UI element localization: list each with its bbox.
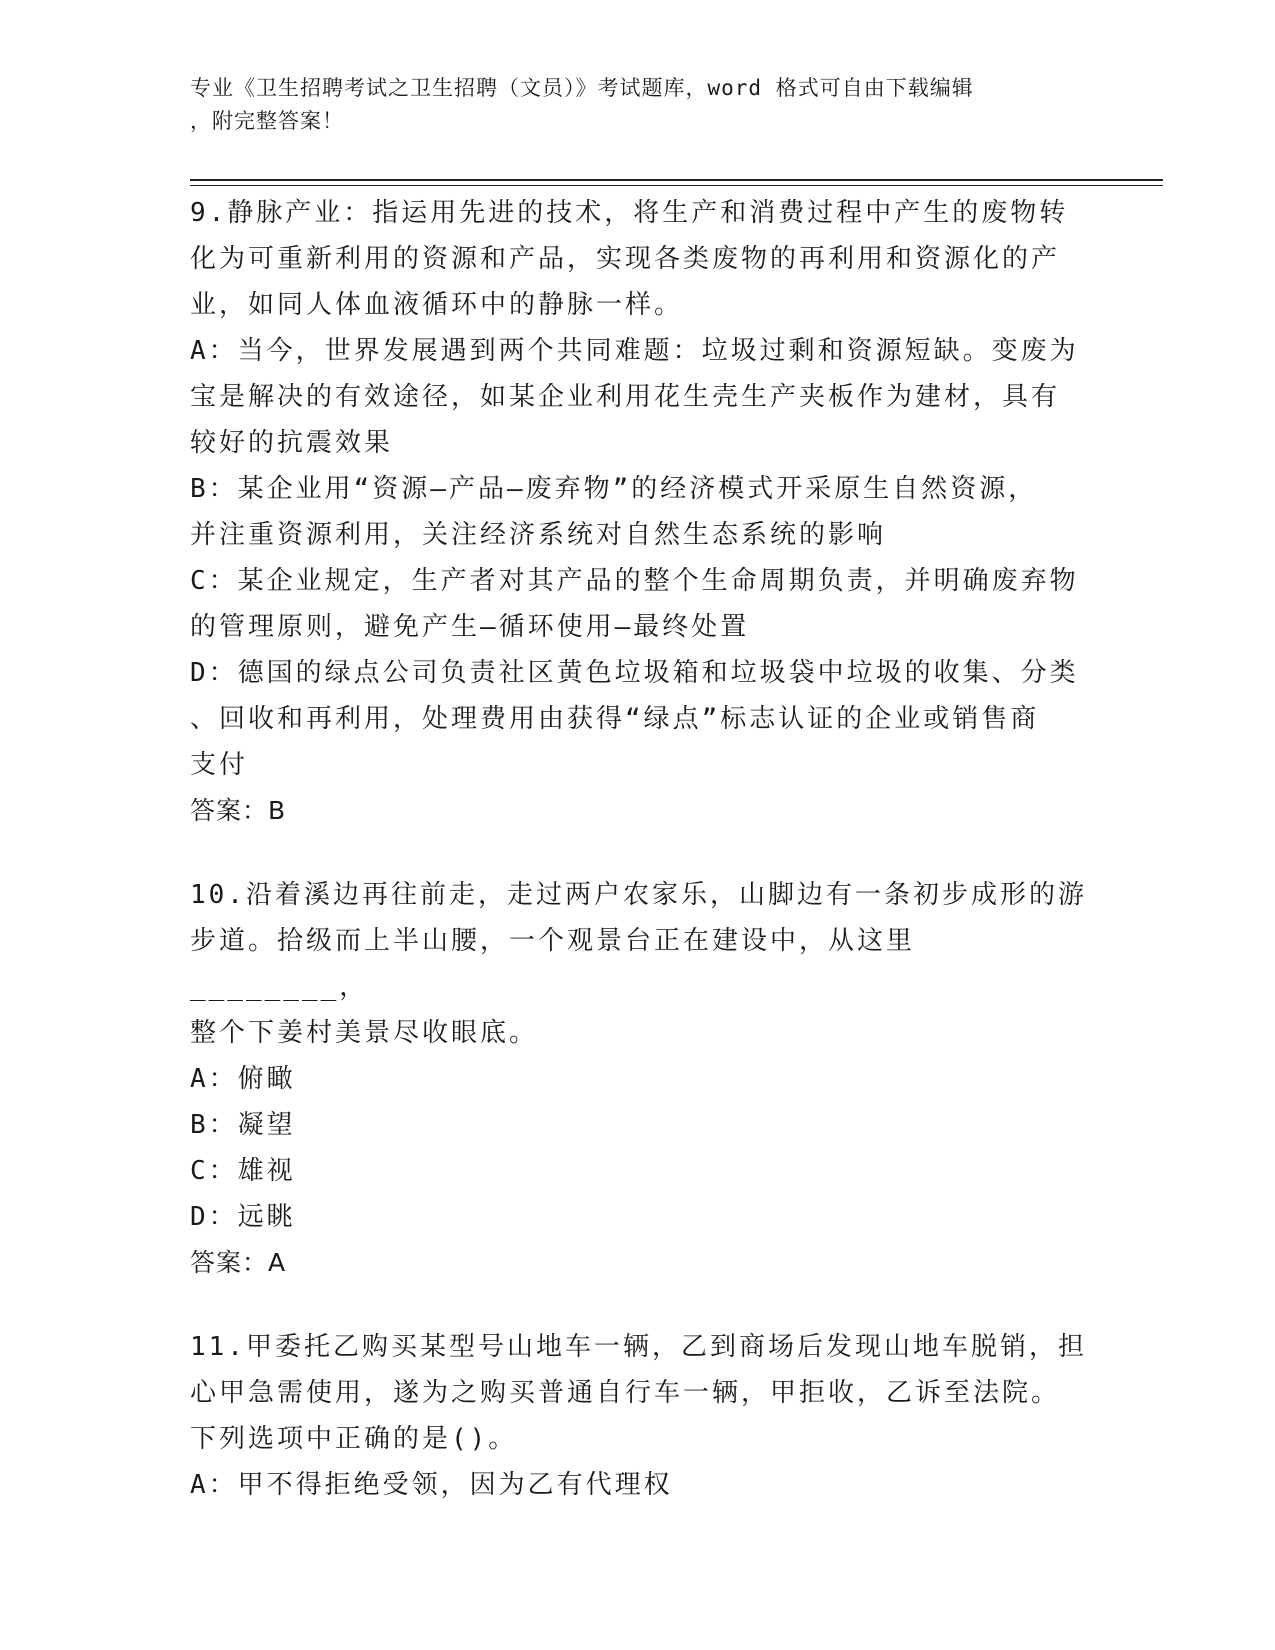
option-b-line: B：凝望 bbox=[190, 1110, 296, 1140]
answer-line: 答案：A bbox=[190, 1248, 287, 1277]
option-d-line: 支付 bbox=[190, 750, 249, 780]
option-c-line: 的管理原则，避免产生—循环使用—最终处置 bbox=[190, 612, 750, 642]
question-line: 整个下姜村美景尽收眼底。 bbox=[190, 1018, 539, 1048]
question-list bbox=[190, 190, 1090, 1508]
question-line: 心甲急需使用，遂为之购买普通自行车一辆，甲拒收，乙诉至法院。 bbox=[190, 1378, 1061, 1408]
option-a-line: 较好的抗震效果 bbox=[190, 428, 394, 458]
header-divider-thin bbox=[190, 185, 1163, 186]
option-b-line: B：某企业用“资源—产品—废弃物”的经济模式开采原生自然资源， bbox=[190, 474, 1038, 504]
question-line: 10.沿着溪边再往前走，走过两户农家乐，山脚边有一条初步成形的游 bbox=[190, 880, 1087, 910]
header-line-2: ，附完整答案！ bbox=[190, 109, 344, 133]
document-header bbox=[190, 72, 1090, 138]
question-line: 11.甲委托乙购买某型号山地车一辆，乙到商场后发现山地车脱销，担 bbox=[190, 1332, 1087, 1362]
option-a-line: 宝是解决的有效途径，如某企业利用花生壳生产夹板作为建材，具有 bbox=[190, 382, 1061, 412]
question-9 bbox=[190, 190, 1090, 834]
option-d-line: 、回收和再利用，处理费用由获得“绿点”标志认证的企业或销售商 bbox=[190, 704, 1040, 734]
option-d-line: D：远眺 bbox=[190, 1202, 296, 1232]
option-b-line: 并注重资源利用，关注经济系统对自然生态系统的影响 bbox=[190, 520, 887, 550]
option-c-line: C：某企业规定，生产者对其产品的整个生命周期负责，并明确废弃物 bbox=[190, 566, 1079, 596]
question-line: 业，如同人体血液循环中的静脉一样。 bbox=[190, 290, 684, 320]
option-a-line: A：俯瞰 bbox=[190, 1064, 296, 1094]
question-line: 步道。拾级而上半山腰，一个观景台正在建设中，从这里________， bbox=[190, 926, 916, 1002]
option-a-line: A：当今，世界发展遇到两个共同难题：垃圾过剩和资源短缺。变废为 bbox=[190, 336, 1079, 366]
header-line-1: 专业《卫生招聘考试之卫生招聘（文员）》考试题库，word 格式可自由下载编辑 bbox=[190, 76, 974, 100]
question-line: 9.静脉产业：指运用先进的技术，将生产和消费过程中产生的废物转 bbox=[190, 198, 1069, 228]
option-a-line: A：甲不得拒绝受领，因为乙有代理权 bbox=[190, 1470, 673, 1500]
question-11 bbox=[190, 1324, 1090, 1508]
question-line: 化为可重新利用的资源和产品，实现各类废物的再利用和资源化的产 bbox=[190, 244, 1061, 274]
option-d-line: D：德国的绿点公司负责社区黄色垃圾箱和垃圾袋中垃圾的收集、分类 bbox=[190, 658, 1079, 688]
option-c-line: C：雄视 bbox=[190, 1156, 296, 1186]
header-divider-thick bbox=[190, 179, 1163, 181]
question-10 bbox=[190, 872, 1090, 1286]
question-line: 下列选项中正确的是()。 bbox=[190, 1424, 518, 1454]
answer-line: 答案：B bbox=[190, 796, 287, 825]
